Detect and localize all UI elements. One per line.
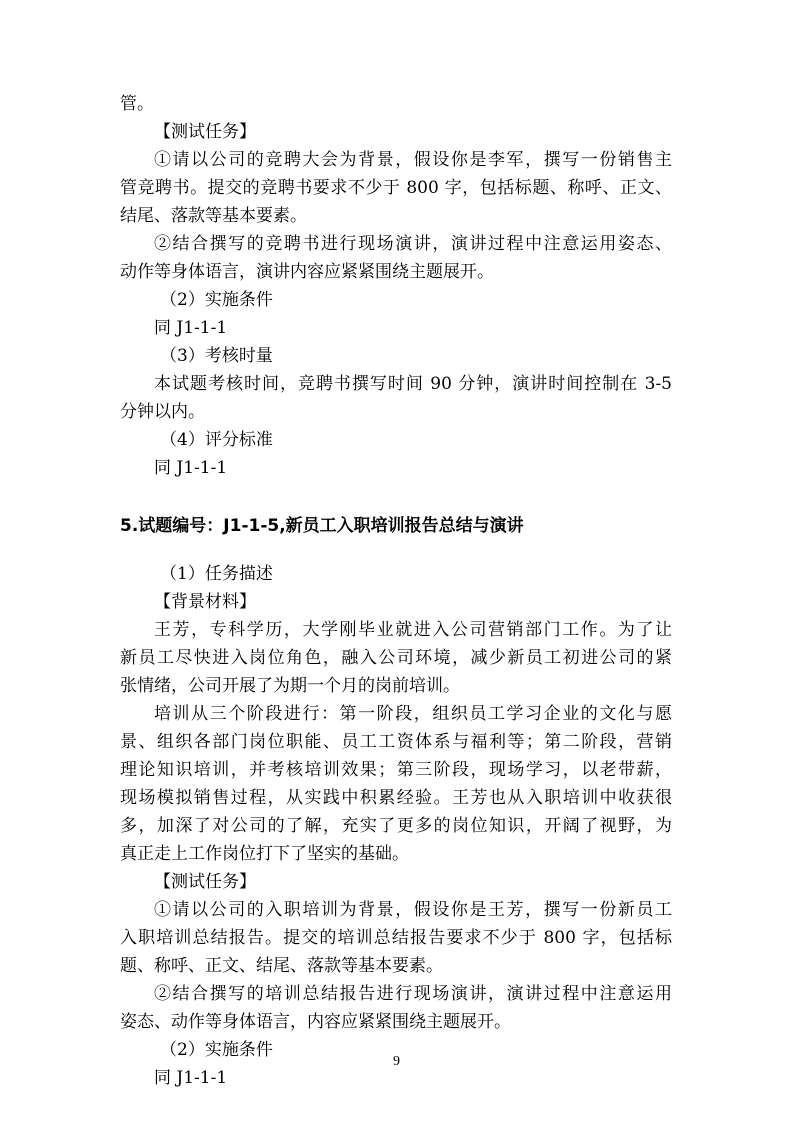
subsection-label: （2）实施条件 [160, 290, 273, 310]
paragraph-line: ①请以公司的竞聘大会为背景，假设你是李军，撰写一份销售主 [154, 150, 672, 170]
test-task-label: 【测试任务】 [154, 122, 256, 142]
test-task-label: 【测试任务】 [154, 872, 256, 892]
paragraph-line: 真正走上工作岗位打下了坚实的基础。 [120, 844, 409, 864]
paragraph-line: 分钟以内。 [120, 402, 205, 422]
page-number: 9 [393, 1054, 400, 1069]
paragraph-line: 张情绪，公司开展了为期一个月的岗前培训。 [120, 676, 460, 696]
paragraph-line: 姿态、动作等身体语言，内容应紧紧围绕主题展开。 [120, 1012, 511, 1032]
paragraph-line: 理论知识培训，并考核培训效果；第三阶段，现场学习，以老带薪， [120, 760, 672, 780]
paragraph-line: 结尾、落款等基本要素。 [120, 206, 307, 226]
section-heading: 5.试题编号：J1-1-5,新员工入职培训报告总结与演讲 [120, 516, 524, 536]
subsection-label: （2）实施条件 [160, 1040, 273, 1060]
paragraph-line: 同 J1-1-1 [154, 458, 228, 478]
paragraph-line: 入职培训总结报告。提交的培训总结报告要求不少于 800 字，包括标 [120, 928, 672, 948]
spacer [120, 482, 672, 510]
paragraph-line: 动作等身体语言，演讲内容应紧紧围绕主题展开。 [120, 262, 494, 282]
paragraph-line: 现场模拟销售过程，从实践中积累经验。王芳也从入职培训中收获很 [120, 788, 672, 808]
paragraph-line: 本试题考核时间，竞聘书撰写时间 90 分钟，演讲时间控制在 3-5 [154, 374, 672, 394]
paragraph-line: 同 J1-1-1 [154, 1068, 228, 1088]
paragraph-line: ②结合撰写的培训总结报告进行现场演讲，演讲过程中注意运用 [154, 984, 672, 1004]
subsection-label: （3）考核时量 [160, 346, 273, 366]
document-page [120, 90, 672, 1092]
subsection-label: （1）任务描述 [160, 564, 273, 584]
paragraph-line: 管。 [120, 94, 154, 114]
paragraph-line: 培训从三个阶段进行：第一阶段，组织员工学习企业的文化与愿 [154, 704, 672, 724]
paragraph-line: 景、组织各部门岗位职能、员工工资体系与福利等；第二阶段，营销 [120, 732, 672, 752]
subsection-label: （4）评分标准 [160, 430, 273, 450]
paragraph-line: 题、称呼、正文、结尾、落款等基本要素。 [120, 956, 443, 976]
paragraph-line: 管竞聘书。提交的竞聘书要求不少于 800 字，包括标题、称呼、正文、 [120, 178, 672, 198]
paragraph-line: ①请以公司的入职培训为背景，假设你是王芳，撰写一份新员工 [154, 900, 672, 920]
paragraph-line: ②结合撰写的竞聘书进行现场演讲，演讲过程中注意运用姿态、 [154, 234, 672, 254]
paragraph-line: 王芳，专科学历，大学刚毕业就进入公司营销部门工作。为了让 [154, 620, 672, 640]
paragraph-line: 多，加深了对公司的了解，充实了更多的岗位知识，开阔了视野，为 [120, 816, 672, 836]
paragraph-line: 同 J1-1-1 [154, 318, 228, 338]
background-material-label: 【背景材料】 [154, 592, 256, 612]
paragraph-line: 新员工尽快进入岗位角色，融入公司环境，减少新员工初进公司的紧 [120, 648, 672, 668]
